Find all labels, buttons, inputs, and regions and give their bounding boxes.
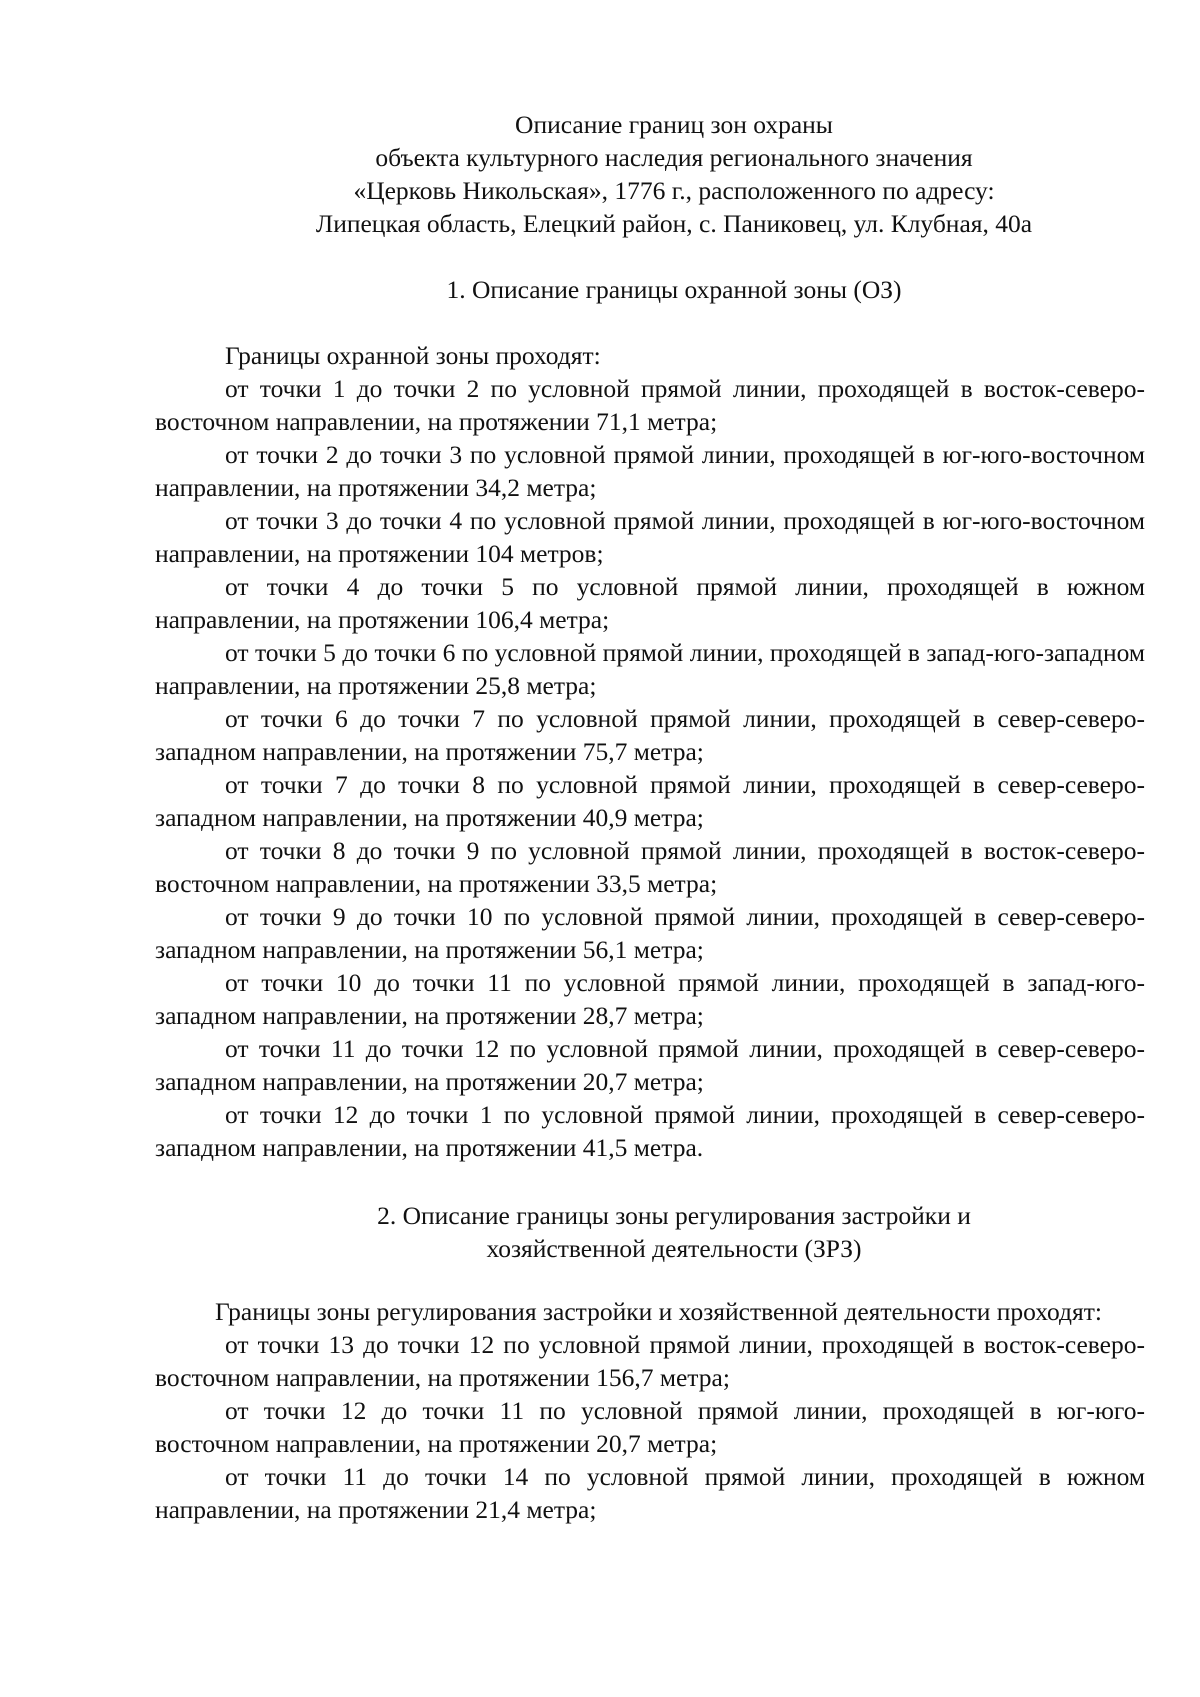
document-title bbox=[155, 108, 1145, 240]
document-page bbox=[155, 108, 1145, 1526]
boundary-item: от точки 12 до точки 1 по условной прямой линии, проходящей в север-северо-западном направлении, на протяжении 41,5 метра. bbox=[155, 1100, 1145, 1162]
boundary-item: от точки 7 до точки 8 по условной прямой линии, проходящей в север-северо-западном направлении, на протяжении 40,9 метра; bbox=[155, 770, 1145, 832]
title-line: «Церковь Никольская», 1776 г., расположенного по адресу: bbox=[353, 176, 995, 205]
section-1-intro: Границы охранной зоны проходят: bbox=[225, 341, 601, 370]
boundary-item: от точки 12 до точки 11 по условной прямой линии, проходящей в юг-юго-восточном направлении, на протяжении 20,7 метра; bbox=[155, 1396, 1145, 1458]
title-line: Описание границ зон охраны bbox=[515, 110, 833, 139]
boundary-item: от точки 5 до точки 6 по условной прямой линии, проходящей в запад-юго-западном направлении, на протяжении 25,8 метра; bbox=[155, 638, 1145, 700]
boundary-item: от точки 1 до точки 2 по условной прямой линии, проходящей в восток-северо-восточном направлении, на протяжении 71,1 метра; bbox=[155, 374, 1145, 436]
boundary-item: от точки 3 до точки 4 по условной прямой линии, проходящей в юг-юго-восточном направлении, на протяжении 104 метров; bbox=[155, 506, 1145, 568]
boundary-item: от точки 6 до точки 7 по условной прямой линии, проходящей в север-северо-западном направлении, на протяжении 75,7 метра; bbox=[155, 704, 1145, 766]
boundary-item: от точки 9 до точки 10 по условной прямой линии, проходящей в север-северо-западном направлении, на протяжении 56,1 метра; bbox=[155, 902, 1145, 964]
title-line: Липецкая область, Елецкий район, с. Паниковец, ул. Клубная, 40а bbox=[315, 209, 1033, 238]
boundary-item: от точки 11 до точки 14 по условной прямой линии, проходящей в южном направлении, на протяжении 21,4 метра; bbox=[155, 1462, 1145, 1524]
section-2-items bbox=[155, 1328, 1145, 1526]
section-2-heading-line: 2. Описание границы зоны регулирования застройки и bbox=[377, 1201, 971, 1230]
boundary-item: от точки 11 до точки 12 по условной прямой линии, проходящей в север-северо-западном направлении, на протяжении 20,7 метра; bbox=[155, 1034, 1145, 1096]
boundary-item: от точки 4 до точки 5 по условной прямой линии, проходящей в южном направлении, на протяжении 106,4 метра; bbox=[155, 572, 1145, 634]
section-2-heading-line: хозяйственной деятельности (ЗРЗ) bbox=[486, 1234, 862, 1263]
section-1-items bbox=[155, 372, 1145, 1164]
title-line: объекта культурного наследия регионального значения bbox=[375, 143, 973, 172]
section-2-intro: Границы зоны регулирования застройки и хозяйственной деятельности проходят: bbox=[215, 1297, 1102, 1326]
section-1-heading bbox=[155, 273, 1145, 306]
boundary-item: от точки 8 до точки 9 по условной прямой линии, проходящей в восток-северо-восточном направлении, на протяжении 33,5 метра; bbox=[155, 836, 1145, 898]
section-2-heading bbox=[155, 1199, 1145, 1265]
boundary-item: от точки 10 до точки 11 по условной прямой линии, проходящей в запад-юго-западном направлении, на протяжении 28,7 метра; bbox=[155, 968, 1145, 1030]
boundary-item: от точки 2 до точки 3 по условной прямой линии, проходящей в юг-юго-восточном направлении, на протяжении 34,2 метра; bbox=[155, 440, 1145, 502]
boundary-item: от точки 13 до точки 12 по условной прямой линии, проходящей в восток-северо-восточном направлении, на протяжении 156,7 метра; bbox=[155, 1330, 1145, 1392]
section-1-heading-text: 1. Описание границы охранной зоны (ОЗ) bbox=[446, 275, 902, 304]
